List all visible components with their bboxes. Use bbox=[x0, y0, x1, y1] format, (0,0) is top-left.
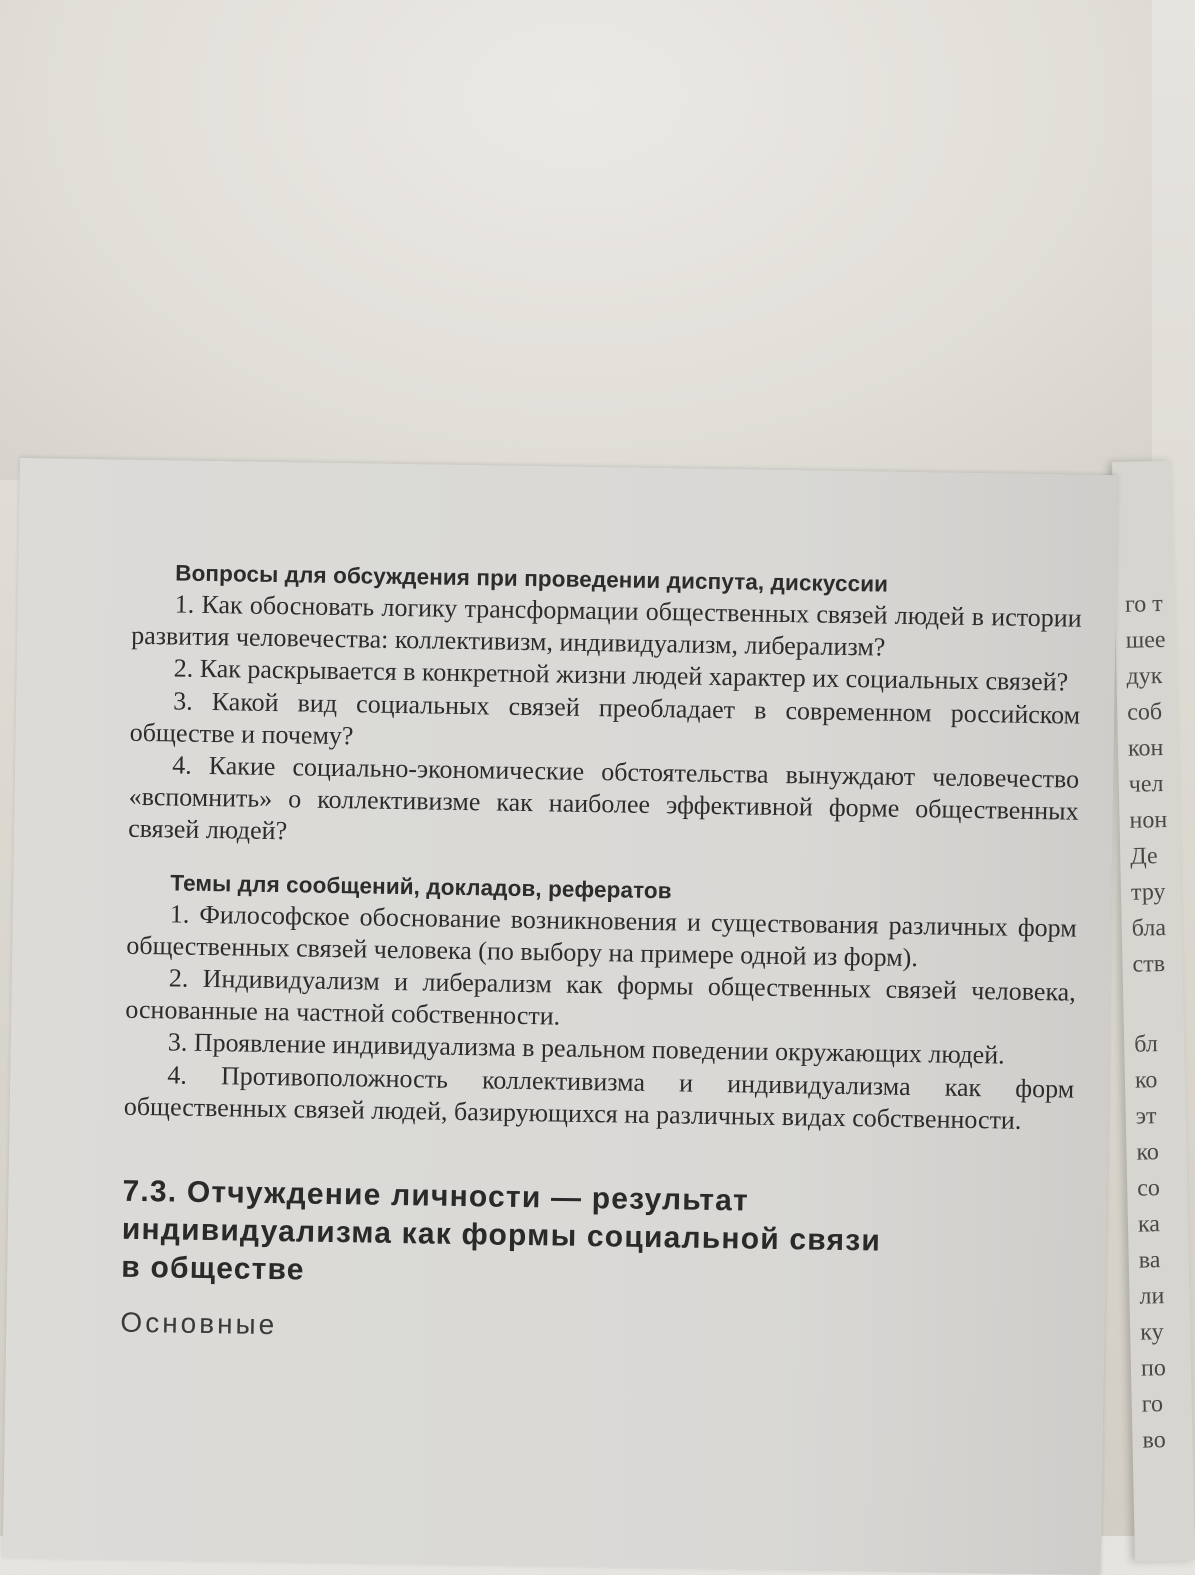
right-page-fragment: ко bbox=[1136, 1139, 1160, 1166]
right-page-fragment: ка bbox=[1137, 1211, 1161, 1238]
section-title-line-2: индивидуализма как формы социальной связи bbox=[121, 1212, 882, 1258]
right-page-fragment: кон bbox=[1127, 734, 1164, 762]
table-surface bbox=[0, 0, 1152, 480]
next-paragraph-fragment: Основные bbox=[120, 1306, 278, 1341]
discussion-question-4: 4. Какие социально-экономические обстоятельства вынуждают человечество «вспомнить» о коллективизме как наиболее эффективной форме общественных связей людей? bbox=[127, 750, 1080, 846]
right-page-fragment: ку bbox=[1139, 1319, 1164, 1346]
right-page-fragment: нон bbox=[1129, 806, 1168, 834]
right-page-fragment: шее bbox=[1125, 626, 1166, 654]
right-page-edge bbox=[1112, 461, 1195, 1562]
discussion-questions-heading: Вопросы для обсуждения при проведении диспута, дискуссии bbox=[175, 560, 889, 597]
right-page-fragment: дук bbox=[1126, 662, 1163, 690]
right-page-fragment: ли bbox=[1139, 1283, 1165, 1310]
report-topic-1: 1. Философское обоснование возникновения и существования различных форм общественных связей человека (по выбору на примере одной из форм). bbox=[126, 899, 1077, 972]
discussion-question-2: 2. Как раскрывается в конкретной жизни людей характер их социальных связей? bbox=[173, 653, 1069, 697]
right-page-fragment: во bbox=[1142, 1427, 1166, 1454]
right-page-fragment: тру bbox=[1130, 878, 1166, 906]
page-content bbox=[120, 558, 1082, 1342]
right-page-fragment: го т bbox=[1124, 590, 1163, 618]
section-title bbox=[121, 1173, 1073, 1302]
right-page-fragment: ств bbox=[1132, 951, 1166, 978]
right-page-fragment: эт bbox=[1135, 1103, 1157, 1130]
right-page-fragment: по bbox=[1140, 1355, 1167, 1382]
section-title-line-3: в обществе bbox=[121, 1250, 305, 1287]
discussion-question-3: 3. Какой вид социальных связей преобладает в современном российском обществе и почему? bbox=[129, 686, 1081, 751]
right-page-fragment: со bbox=[1136, 1175, 1161, 1202]
right-page-fragment: соб bbox=[1126, 699, 1163, 726]
right-page-fragment: Де bbox=[1129, 843, 1158, 870]
book-page bbox=[3, 458, 1118, 1575]
right-page-fragment: го bbox=[1141, 1391, 1164, 1418]
right-page-fragment: бл bbox=[1133, 1031, 1159, 1058]
report-topic-4: 4. Противоположность коллективизма и индивидуализма как форм общественных связей людей, базирующихся на различных видах собственности. bbox=[123, 1060, 1075, 1135]
right-page-fragment: ко bbox=[1134, 1067, 1158, 1094]
right-page-fragment: ва bbox=[1138, 1247, 1161, 1274]
report-topic-2: 2. Индивидуализм и либерализм как формы общественных связей человека, основанные на частной собственности. bbox=[125, 963, 1076, 1031]
discussion-question-1: 1. Как обосновать логику трансформации общественных связей людей в истории развития человечества: коллективизм, индивидуализм, либерализм? bbox=[130, 589, 1082, 662]
section-title-line-1: 7.3. Отчуждение личности — результат bbox=[122, 1174, 750, 1218]
right-page-fragment: чел bbox=[1128, 770, 1164, 798]
report-topic-3: 3. Проявление индивидуализма в реальном поведении окружающих людей. bbox=[167, 1027, 1005, 1070]
right-page-fragment: бла bbox=[1131, 914, 1167, 942]
report-topics-heading: Темы для сообщений, докладов, рефератов bbox=[170, 870, 672, 903]
